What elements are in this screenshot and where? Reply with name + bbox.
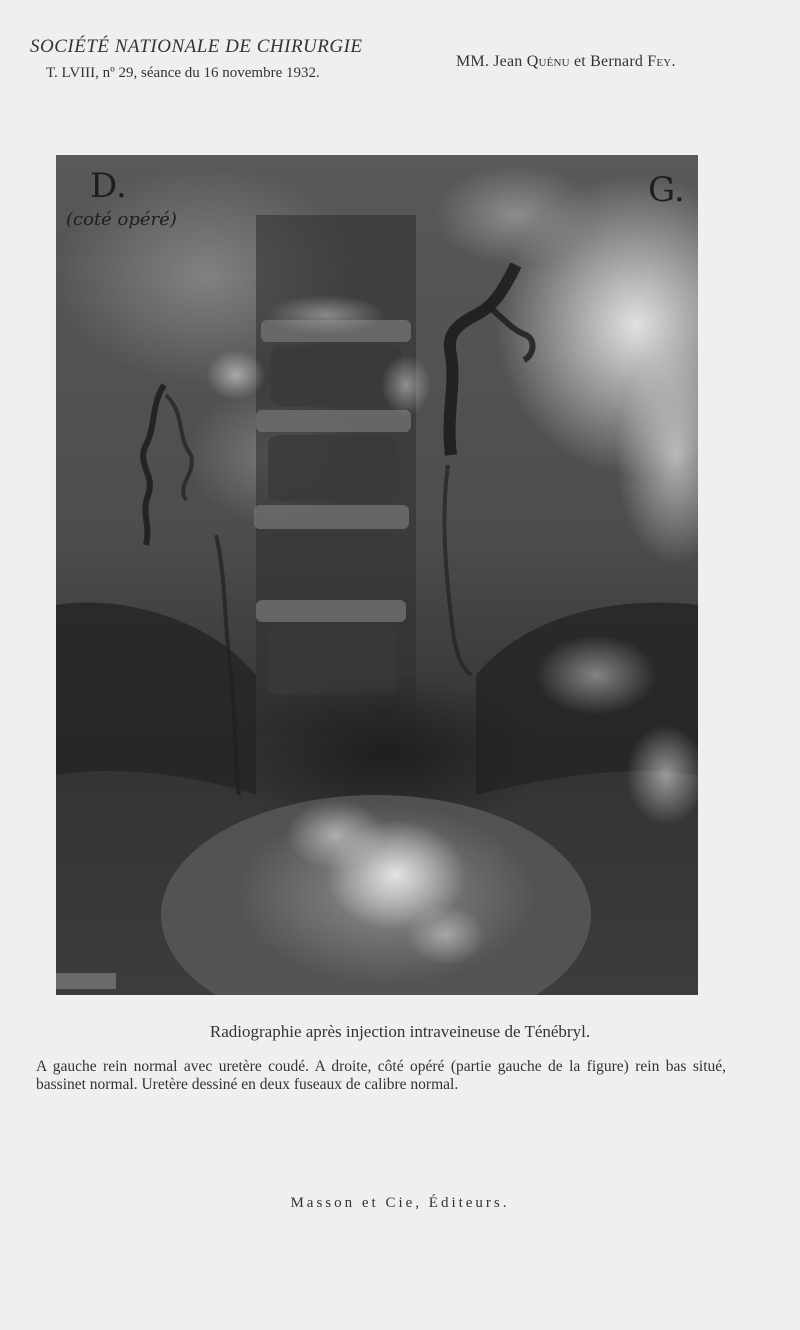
- authors-line: [456, 52, 756, 72]
- society-title: SOCIÉTÉ NATIONALE DE CHIRURGIE: [30, 36, 363, 57]
- authors-middle: et Bernard: [569, 53, 648, 70]
- author2-surname: Fey.: [647, 53, 676, 70]
- author1-surname: Quénu: [526, 53, 570, 70]
- figure-caption-text: A gauche rein normal avec uretère coudé. A droite, côté opéré (partie gauche de la figure) rein bas situé, bassinet normal. Uretère dessiné en deux fuseaux de calibre normal.: [36, 1058, 726, 1093]
- figure-caption-title: Radiographie après injection intraveineuse de Ténébryl.: [209, 1022, 591, 1041]
- label-right-side: D.: [90, 166, 127, 206]
- session-line: T. LVIII, nº 29, séance du 16 novembre 1932.: [46, 65, 320, 81]
- radiograph-figure: [56, 155, 698, 995]
- radiograph-image: [56, 155, 698, 995]
- label-right-note: (coté opéré): [66, 209, 177, 230]
- label-left-side: G.: [648, 170, 685, 210]
- publisher-line: Masson et Cie, Éditeurs.: [290, 1195, 510, 1211]
- authors-prefix: MM. Jean: [456, 53, 527, 70]
- page-header: [30, 36, 410, 83]
